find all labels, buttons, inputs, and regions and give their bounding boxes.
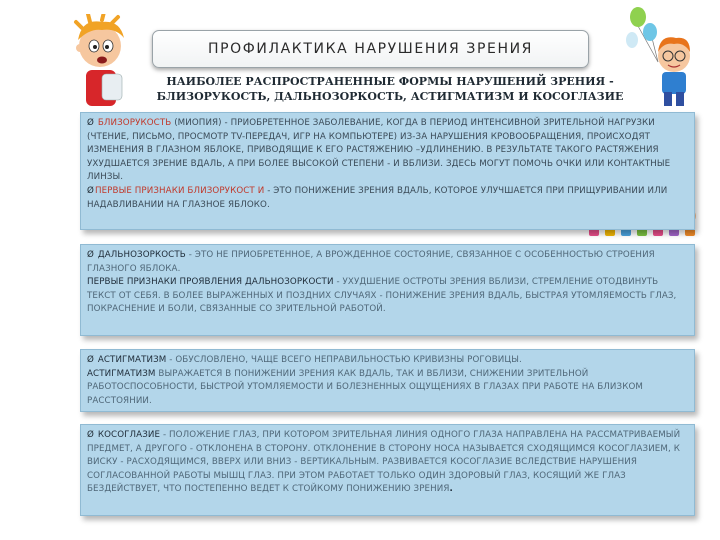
- hyperopia-signs-text: - УХУДШЕНИЕ ОСТРОТЫ ЗРЕНИЯ ВБЛИЗИ, СТРЕМЛЕНИЕ ОТОДВИНУТЬ ТЕКСТ ОТ СЕБЯ. В БОЛЕЕ ВЫРАЖЕННЫХ И ПОЗДНИХ СЛУЧАЯХ - ПОНИЖЕНИЕ ЗРЕНИЯ ВДАЛЬ, БЫСТРАЯ УТОМЛЯЕМОСТЬ ГЛАЗ, ПОКРАСНЕНИЕ И БОЛИ, СВЯЗАННЫЕ СО ЗРИТЕЛЬНОЙ РАБОТОЙ.: [87, 277, 677, 315]
- strabismus-panel: [80, 424, 695, 516]
- bullet-arrow-icon: Ø: [87, 430, 94, 440]
- myopia-panel: [80, 112, 695, 230]
- page-title-text: ПРОФИЛАКТИКА НАРУШЕНИЯ ЗРЕНИЯ: [207, 41, 533, 57]
- astigmatism-text-second: ВЫРАЖАЕТСЯ В ПОНИЖЕНИИ ЗРЕНИЯ КАК ВДАЛЬ, ТАК И ВБЛИЗИ, СНИЖЕНИИ ЗРИТЕЛЬНОЙ РАБОТОСПОСОБНОСТИ, БЫСТРОЙ УТОМЛЯЕМОСТИ И БОЛЕЗНЕННЫХ ОЩУЩЕНИЯХ В ГЛАЗАХ ПРИ РАБОТЕ НА БЛИЗКОМ РАССТОЯНИИ.: [87, 368, 643, 406]
- astigmatism-paragraph: [87, 354, 688, 368]
- strabismus-term: КОСОГЛАЗИЕ: [97, 430, 161, 440]
- strabismus-text: - ПОЛОЖЕНИЕ ГЛАЗ, ПРИ КОТОРОМ ЗРИТЕЛЬНАЯ ЛИНИЯ ОДНОГО ГЛАЗА НАПРАВЛЕНА НА РАССМАТРИВАЕМЫЙ ПРЕДМЕТ, А ДРУГОГО - ОТКЛОНЕНА В СТОРОНУ. ОТКЛОНЕНИЕ В СТОРОНУ НОСА НАЗЫВАЕТСЯ СХОДЯЩИМСЯ КОСОГЛАЗИЕМ, К ВИСКУ - РАСХОДЯЩИМСЯ, ВВЕРХ ИЛИ ВНИЗ - ВЕРТИКАЛЬНЫМ. РАЗВИВАЕТСЯ КОСОГЛАЗИЕ ВСЛЕДСТВИЕ НАРУШЕНИЯ СОГЛАСОВАННОЙ РАБОТЫ МЫШЦ ГЛАЗ. ПРИ ЭТОМ РАБОТАЕТ ТОЛЬКО ОДИН ЗДОРОВЫЙ ГЛАЗ, КОСЯЩИЙ ЖЕ ГЛАЗ БЕЗДЕЙСТВУЕТ, ЧТО ПОСТЕПЕННО ВЕДЕТ К СТОЙКОМУ ПОНИЖЕНИЮ ЗРЕНИЯ: [87, 430, 681, 495]
- hyperopia-panel: [80, 244, 695, 336]
- hyperopia-signs-term: ПЕРВЫЕ ПРИЗНАКИ ПРОЯВЛЕНИЯ ДАЛЬНОЗОРКОСТИ: [87, 277, 334, 288]
- bullet-arrow-icon: Ø: [87, 118, 94, 128]
- page-subtitle: НАИБОЛЕЕ РАСПРОСТРАНЕННЫЕ ФОРМЫ НАРУШЕНИЙ ЗРЕНИЯ - БЛИЗОРУКОСТЬ, ДАЛЬНОЗОРКОСТЬ, АСТИГМАТИЗМ И КОСОГЛАЗИЕ: [156, 75, 624, 103]
- strabismus-end-period: .: [449, 484, 453, 495]
- astigmatism-term-second: АСТИГМАТИЗМ: [87, 368, 156, 379]
- myopia-text: (МИОПИЯ) - ПРИОБРЕТЕННОЕ ЗАБОЛЕВАНИЕ, КОГДА В ПЕРИОД ИНТЕНСИВНОЙ ЗРИТЕЛЬНОЙ НАГРУЗКИ (ЧТЕНИЕ, ПИСЬМО, ПРОСМОТР TV-ПЕРЕДАЧ, ИГР НА КОМПЬЮТЕРЕ) ИЗ-ЗА НАРУШЕНИЯ КРОВООБРАЩЕНИЯ, ПРОИСХОДЯТ ИЗМЕНЕНИЯ В ГЛАЗНОМ ЯБЛОКЕ, ПРИВОДЯЩИЕ К ЕГО РАСТЯЖЕНИЮ –УДЛИНЕНИЮ. В РЕЗУЛЬТАТЕ ТАКОГО РАСТЯЖЕНИЯ УХУДШАЕТСЯ ЗРЕНИЕ ВДАЛЬ, А ПРИ БОЛЕЕ ВЫСОКОЙ СТЕПЕНИ - И ВБЛИЗИ. ЗДЕСЬ МОГУТ ПОМОЧЬ ОЧКИ ИЛИ КОНТАКТНЫЕ ЛИНЗЫ.: [87, 118, 671, 183]
- cartoon-boy-left-icon: [72, 14, 142, 109]
- astigmatism-text: - ОБУСЛОВЛЕНО, ЧАЩЕ ВСЕГО НЕПРАВИЛЬНОСТЬЮ КРИВИЗНЫ РОГОВИЦЫ.: [169, 355, 522, 365]
- myopia-signs-paragraph: [87, 185, 688, 212]
- myopia-signs-text: - ЭТО ПОНИЖЕНИЕ ЗРЕНИЯ ВДАЛЬ, КОТОРОЕ УЛУЧШАЕТСЯ ПРИ ПРИЩУРИВАНИИ ИЛИ НАДАВЛИВАНИИ НА ГЛАЗНОЕ ЯБЛОКО.: [87, 185, 668, 210]
- astigmatism-second-paragraph: [87, 368, 688, 409]
- hyperopia-signs-paragraph: [87, 276, 688, 317]
- strabismus-paragraph: [87, 429, 688, 497]
- bullet-arrow-icon: Ø: [87, 185, 94, 196]
- hyperopia-paragraph: [87, 249, 688, 276]
- myopia-signs-term: ПЕРВЫЕ ПРИЗНАКИ БЛИЗОРУКОСТ И: [94, 185, 265, 196]
- myopia-paragraph: [87, 117, 688, 185]
- astigmatism-panel: [80, 349, 695, 412]
- hyperopia-term: ДАЛЬНОЗОРКОСТЬ: [97, 250, 186, 260]
- hyperopia-text: - ЭТО НЕ ПРИОБРЕТЕННОЕ, А ВРОЖДЕННОЕ СОСТОЯНИЕ, СВЯЗАННОЕ С ОСОБЕННОСТЬЮ СТРОЕНИЯ ГЛАЗНОГО ЯБЛОКА.: [87, 250, 655, 274]
- myopia-term: БЛИЗОРУКОСТЬ: [97, 118, 172, 128]
- page-title: [152, 30, 589, 68]
- bullet-arrow-icon: Ø: [87, 250, 94, 260]
- astigmatism-term: АСТИГМАТИЗМ: [97, 355, 167, 365]
- bullet-arrow-icon: Ø: [87, 355, 94, 365]
